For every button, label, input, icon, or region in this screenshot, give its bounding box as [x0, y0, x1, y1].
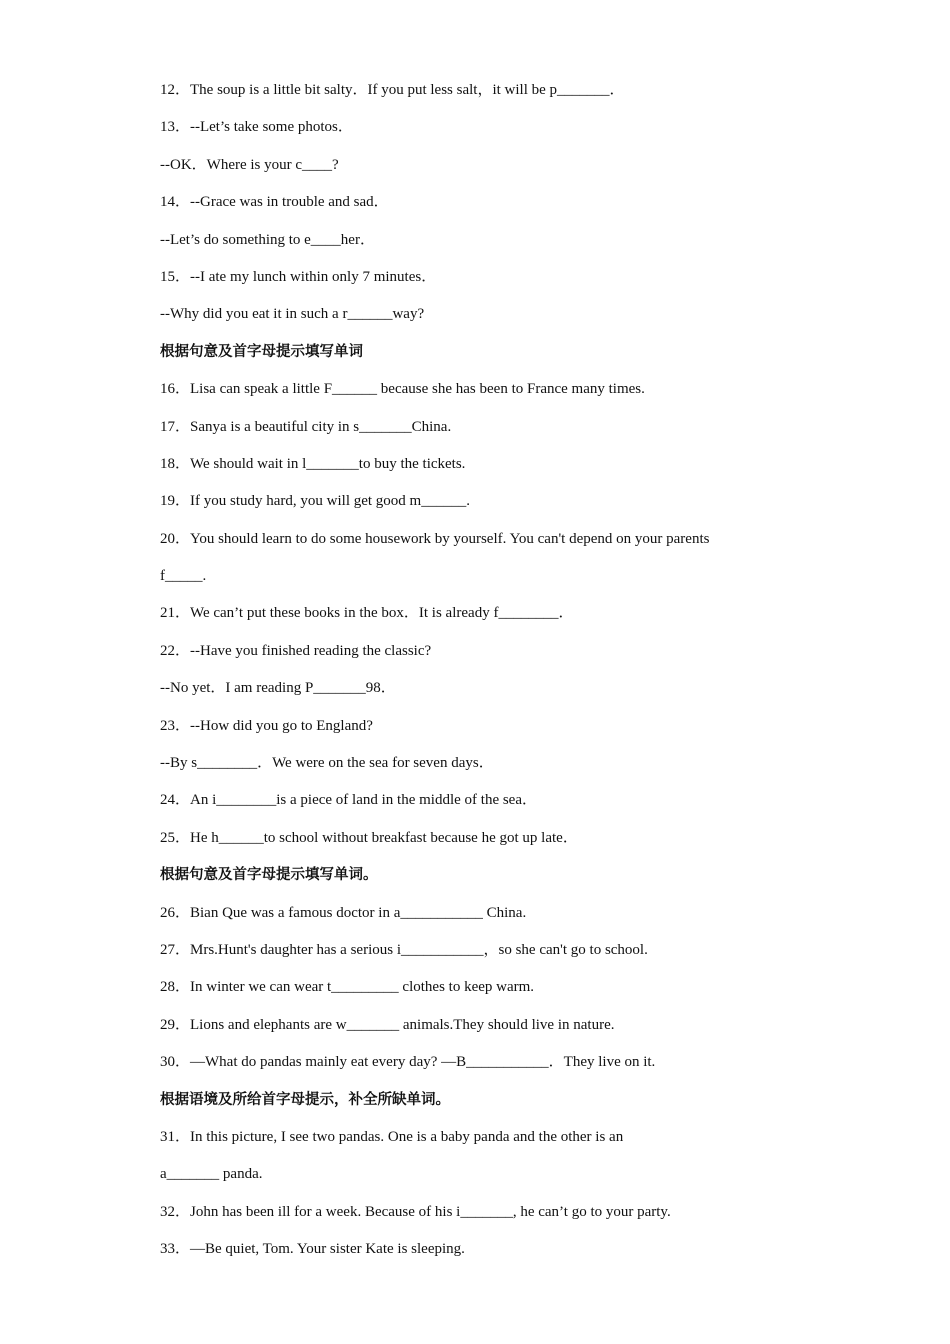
- section-heading-1: 根据句意及首字母提示填写单词: [160, 343, 363, 360]
- answer-line-13: --OK．Where is your c____?: [160, 156, 339, 173]
- question-line-21: 21．We can’t put these books in the box．It is already f________．: [160, 605, 574, 622]
- section-heading-2: 根据句意及首字母提示填写单词。: [160, 867, 378, 884]
- answer-line-22: --No yet．I am reading P_______98．: [160, 680, 396, 697]
- question-line-31-cont: a_______ panda.: [160, 1166, 263, 1183]
- question-line-26: 26．Bian Que was a famous doctor in a___________ China.: [160, 904, 527, 921]
- question-line-14: 14．--Grace was in trouble and sad．: [160, 194, 389, 211]
- question-line-24: 24．An i________is a piece of land in the middle of the sea．: [160, 792, 537, 809]
- section-heading-3: 根据语境及所给首字母提示，补全所缺单词。: [160, 1091, 450, 1108]
- question-line-16: 16．Lisa can speak a little F______ because she has been to France many times.: [160, 381, 645, 398]
- answer-line-15: --Why did you eat it in such a r______way?: [160, 306, 425, 323]
- question-line-32: 32．John has been ill for a week. Because of his i_______, he can’t go to your party.: [160, 1203, 671, 1220]
- question-line-15: 15．--I ate my lunch within only 7 minutes．: [160, 268, 437, 285]
- question-line-18: 18．We should wait in l_______to buy the tickets.: [160, 455, 466, 472]
- question-line-25: 25．He h______to school without breakfast because he got up late．: [160, 829, 578, 846]
- question-line-19: 19．If you study hard, you will get good m______.: [160, 493, 470, 510]
- question-line-30: 30．—What do pandas mainly eat every day? —B___________．They live on it.: [160, 1054, 656, 1071]
- worksheet-page: [160, 72, 800, 1269]
- answer-line-23: --By s________．We were on the sea for seven days．: [160, 755, 494, 772]
- question-line-31: 31．In this picture, I see two pandas. One is a baby panda and the other is an: [160, 1128, 624, 1145]
- answer-line-14: --Let’s do something to e____her．: [160, 231, 375, 248]
- question-line-20-cont: f_____.: [160, 568, 207, 585]
- question-line-23: 23．--How did you go to England?: [160, 717, 373, 734]
- question-line-28: 28．In winter we can wear t_________ clothes to keep warm.: [160, 979, 535, 996]
- question-line-27: 27．Mrs.Hunt's daughter has a serious i___________，so she can't go to school.: [160, 941, 648, 958]
- question-line-12: 12．The soup is a little bit salty．If you put less salt，it will be p_______．: [160, 82, 625, 98]
- question-line-29: 29．Lions and elephants are w_______ animals.They should live in nature.: [160, 1016, 615, 1033]
- question-line-17: 17．Sanya is a beautiful city in s_______China.: [160, 418, 452, 435]
- question-line-20: 20．You should learn to do some housework by yourself. You can't depend on your parents: [160, 530, 710, 547]
- question-line-13: 13．--Let’s take some photos．: [160, 119, 353, 136]
- question-line-33: 33．—Be quiet, Tom. Your sister Kate is sleeping.: [160, 1241, 465, 1258]
- question-line-22: 22．--Have you finished reading the classic?: [160, 642, 432, 659]
